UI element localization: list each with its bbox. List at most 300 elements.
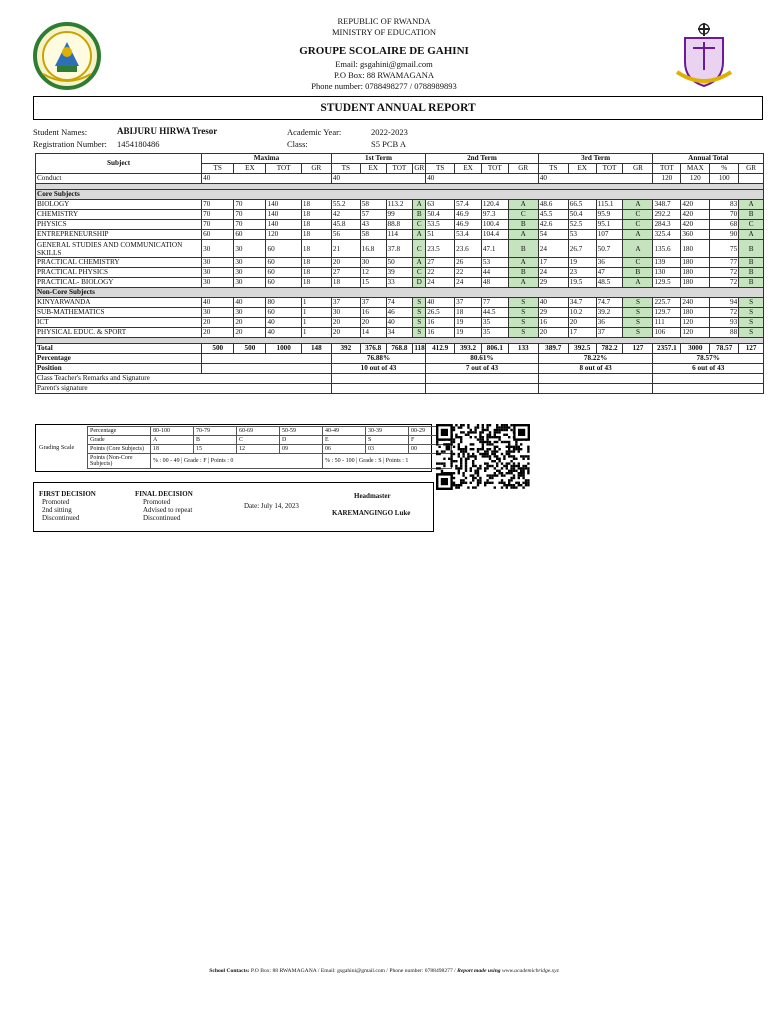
col-tot: TOT xyxy=(386,164,413,174)
score-cell: 23 xyxy=(568,268,596,278)
qr-module xyxy=(498,482,500,484)
qr-module xyxy=(482,453,484,455)
grade-cell: S xyxy=(623,298,653,308)
qr-module xyxy=(510,486,512,488)
qr-module xyxy=(508,479,510,481)
qr-module xyxy=(527,484,529,486)
total-cell: 806.1 xyxy=(481,344,508,354)
col-tot: TOT xyxy=(596,164,623,174)
qr-module xyxy=(486,429,488,431)
qr-module xyxy=(486,434,488,436)
score-cell: 30 xyxy=(202,268,234,278)
total-cell: 127 xyxy=(739,344,764,354)
score-cell: 180 xyxy=(681,268,710,278)
qr-module xyxy=(436,467,438,469)
position-annual: 6 out of 43 xyxy=(653,364,764,374)
grade-cell: A xyxy=(508,230,538,240)
total-cell: 3000 xyxy=(681,344,710,354)
score-cell: 34.7 xyxy=(568,298,596,308)
qr-module xyxy=(489,465,491,467)
score-cell: 39 xyxy=(386,268,413,278)
grade-cell: S xyxy=(413,308,426,318)
qr-module xyxy=(520,484,522,486)
score-cell: 26 xyxy=(455,258,482,268)
class-label: Class: xyxy=(287,139,308,149)
qr-module xyxy=(453,429,455,431)
qr-module xyxy=(474,458,476,460)
score-cell: 24 xyxy=(538,268,568,278)
score-cell: 50.7 xyxy=(596,240,623,258)
qr-module xyxy=(520,467,522,469)
qr-module xyxy=(513,448,515,450)
qr-module xyxy=(453,446,455,448)
score-cell: 20 xyxy=(360,318,386,328)
score-cell: 30 xyxy=(202,308,234,318)
score-cell: 37 xyxy=(331,298,360,308)
qr-module xyxy=(448,458,450,460)
qr-module xyxy=(513,465,515,467)
score-cell: 50.4 xyxy=(568,210,596,220)
qr-module xyxy=(494,486,496,488)
score-cell: 52.5 xyxy=(568,220,596,230)
headmaster-name: KAREMANGINGO Luke xyxy=(332,509,411,517)
score-cell: 83 xyxy=(710,200,739,210)
score-cell: 70 xyxy=(234,220,266,230)
score-cell: 20 xyxy=(568,318,596,328)
footer-site-link[interactable]: www.academicbridge.xyz xyxy=(500,968,559,974)
score-cell: 56 xyxy=(331,230,360,240)
score-cell: 18 xyxy=(331,278,360,288)
score-cell: 16 xyxy=(426,318,455,328)
qr-module xyxy=(513,467,515,469)
score-cell: 60 xyxy=(266,308,301,318)
qr-module xyxy=(501,479,503,481)
qr-module xyxy=(462,474,464,476)
score-cell: 46 xyxy=(386,308,413,318)
score-cell: 140 xyxy=(266,210,301,220)
qr-module xyxy=(489,434,491,436)
score-cell: 54 xyxy=(538,230,568,240)
grade-cell: A xyxy=(413,200,426,210)
total-row-group xyxy=(36,344,764,354)
noncore-section-label: Non-Core Subjects xyxy=(36,288,764,298)
grade-cell: S xyxy=(739,328,764,338)
score-cell: 90 xyxy=(710,230,739,240)
score-cell: 80 xyxy=(266,298,301,308)
qr-module xyxy=(448,443,450,445)
grading-percentage-label: Percentage xyxy=(88,427,151,436)
score-cell: 45.8 xyxy=(331,220,360,230)
score-cell: 37 xyxy=(596,328,623,338)
score-cell: 95.9 xyxy=(596,210,623,220)
qr-module xyxy=(472,479,474,481)
qr-module xyxy=(513,477,515,479)
qr-module xyxy=(489,477,491,479)
qr-module xyxy=(441,470,443,472)
qr-module xyxy=(482,441,484,443)
qr-module xyxy=(494,448,496,450)
score-cell: 420 xyxy=(681,210,710,220)
score-cell: 26.7 xyxy=(568,240,596,258)
qr-module xyxy=(506,462,508,464)
qr-module xyxy=(489,482,491,484)
conduct-annual-tot: 120 xyxy=(653,174,681,184)
qr-module xyxy=(522,470,524,472)
qr-module xyxy=(510,479,512,481)
qr-module xyxy=(484,450,486,452)
qr-module xyxy=(462,424,464,426)
total-cell: 376.8 xyxy=(360,344,386,354)
qr-module xyxy=(506,453,508,455)
qr-module xyxy=(501,441,503,443)
score-cell: 139 xyxy=(653,258,681,268)
score-cell: 75 xyxy=(710,240,739,258)
term3-header: 3rd Term xyxy=(538,154,653,164)
subject-row xyxy=(36,220,764,230)
score-cell: 72 xyxy=(710,268,739,278)
qr-module xyxy=(489,455,491,457)
qr-module xyxy=(498,426,500,428)
qr-module xyxy=(518,462,520,464)
qr-module xyxy=(486,438,488,440)
score-cell: 100.4 xyxy=(481,220,508,230)
qr-module xyxy=(443,465,445,467)
qr-module xyxy=(450,462,452,464)
qr-module xyxy=(494,441,496,443)
qr-module xyxy=(510,429,512,431)
qr-module xyxy=(501,426,503,428)
col-gr: GR xyxy=(623,164,653,174)
qr-module xyxy=(525,467,527,469)
qr-module xyxy=(479,467,481,469)
qr-module xyxy=(506,434,508,436)
qr-module xyxy=(506,465,508,467)
grading-points: 09 xyxy=(280,445,323,454)
score-cell: 120 xyxy=(681,318,710,328)
qr-module xyxy=(472,431,474,433)
col-ex: EX xyxy=(455,164,482,174)
grade-cell: 1 xyxy=(301,318,331,328)
qr-module xyxy=(486,455,488,457)
qr-module xyxy=(436,443,438,445)
score-cell: 30 xyxy=(331,308,360,318)
qr-module xyxy=(525,484,527,486)
qr-module xyxy=(503,424,505,426)
qr-module xyxy=(472,455,474,457)
qr-module xyxy=(498,448,500,450)
qr-module xyxy=(470,429,472,431)
score-cell: 40 xyxy=(426,298,455,308)
grading-grade: F xyxy=(409,436,452,445)
qr-module xyxy=(453,453,455,455)
qr-module xyxy=(453,460,455,462)
qr-module xyxy=(486,448,488,450)
qr-module xyxy=(518,484,520,486)
qr-module xyxy=(518,465,520,467)
qr-module xyxy=(438,453,440,455)
core-section-label: Core Subjects xyxy=(36,190,764,200)
qr-module xyxy=(438,467,440,469)
qr-module xyxy=(522,467,524,469)
qr-module xyxy=(458,484,460,486)
grading-noncore-pass: % : 50 - 100 | Grade : S | Points : 1 xyxy=(323,454,452,469)
qr-module xyxy=(489,431,491,433)
qr-module xyxy=(458,467,460,469)
qr-module xyxy=(465,450,467,452)
score-cell: 74 xyxy=(386,298,413,308)
grading-range: 00-29 xyxy=(409,427,452,436)
subject-name: PRACTICAL PHYSICS xyxy=(36,268,202,278)
qr-module xyxy=(496,441,498,443)
grade-cell: C xyxy=(508,210,538,220)
registration-label: Registration Number: xyxy=(33,139,107,149)
score-cell: 29 xyxy=(538,308,568,318)
grading-points: 03 xyxy=(366,445,409,454)
grading-grade: E xyxy=(323,436,366,445)
score-cell: 19.5 xyxy=(568,278,596,288)
score-cell: 70 xyxy=(202,220,234,230)
grade-cell: S xyxy=(739,298,764,308)
grade-cell: D xyxy=(413,278,426,288)
qr-module xyxy=(467,453,469,455)
col-annual-pct: % xyxy=(710,164,739,174)
qr-module xyxy=(453,441,455,443)
score-cell: 111 xyxy=(653,318,681,328)
score-cell: 60 xyxy=(266,278,301,288)
qr-module xyxy=(460,479,462,481)
qr-module xyxy=(460,465,462,467)
qr-module xyxy=(522,482,524,484)
qr-module xyxy=(506,424,508,426)
qr-module xyxy=(498,436,500,438)
verification-qr-code xyxy=(436,424,530,490)
qr-module xyxy=(506,467,508,469)
qr-module xyxy=(513,470,515,472)
score-cell: 20 xyxy=(234,318,266,328)
qr-module xyxy=(441,478,448,485)
qr-module xyxy=(494,472,496,474)
qr-module xyxy=(443,450,445,452)
qr-module xyxy=(508,441,510,443)
qr-module xyxy=(503,434,505,436)
qr-module xyxy=(479,434,481,436)
grade-cell: S xyxy=(623,328,653,338)
qr-module xyxy=(503,484,505,486)
total-cell: 500 xyxy=(202,344,234,354)
qr-module xyxy=(513,486,515,488)
student-names: ABIJURU HIRWA Tresor xyxy=(117,126,218,136)
qr-module xyxy=(508,443,510,445)
qr-module xyxy=(467,424,469,426)
qr-module xyxy=(472,465,474,467)
qr-module xyxy=(479,479,481,481)
qr-module xyxy=(515,482,517,484)
qr-module xyxy=(453,426,455,428)
school-pobox: P.O Box: 88 RWAMAGANA xyxy=(333,70,435,80)
qr-module xyxy=(494,450,496,452)
grade-cell: C xyxy=(739,220,764,230)
qr-module xyxy=(482,446,484,448)
grade-cell: B xyxy=(739,278,764,288)
score-cell: 44.5 xyxy=(481,308,508,318)
qr-module xyxy=(482,436,484,438)
col-ex: EX xyxy=(568,164,596,174)
qr-module xyxy=(482,426,484,428)
conduct-term2: 40 xyxy=(426,174,539,184)
qr-module xyxy=(518,474,520,476)
score-cell: 99 xyxy=(386,210,413,220)
qr-module xyxy=(462,472,464,474)
qr-module xyxy=(482,431,484,433)
qr-module xyxy=(436,441,438,443)
qr-module xyxy=(474,465,476,467)
qr-module xyxy=(441,429,448,436)
qr-module xyxy=(486,436,488,438)
score-cell: 180 xyxy=(681,308,710,318)
qr-module xyxy=(510,467,512,469)
qr-module xyxy=(479,448,481,450)
score-cell: 95.1 xyxy=(596,220,623,230)
qr-module xyxy=(498,460,500,462)
col-ts: TS xyxy=(426,164,455,174)
total-cell: 389.7 xyxy=(538,344,568,354)
qr-module xyxy=(510,424,512,426)
score-cell: 30 xyxy=(234,308,266,318)
grading-scale-label: Grading Scale xyxy=(39,444,75,451)
qr-module xyxy=(460,441,462,443)
qr-module xyxy=(518,467,520,469)
qr-module xyxy=(522,458,524,460)
qr-module xyxy=(510,484,512,486)
qr-module xyxy=(496,431,498,433)
score-cell: 180 xyxy=(681,258,710,268)
grade-cell: B xyxy=(739,240,764,258)
qr-module xyxy=(472,448,474,450)
grade-cell: B xyxy=(508,220,538,230)
percentage-term1: 76.88% xyxy=(331,354,425,364)
qr-module xyxy=(501,424,503,426)
qr-module xyxy=(438,462,440,464)
col-gr: GR xyxy=(414,164,425,173)
grade-cell: 1 xyxy=(301,298,331,308)
qr-module xyxy=(527,458,529,460)
score-cell: 140 xyxy=(266,220,301,230)
qr-module xyxy=(474,455,476,457)
qr-module xyxy=(527,482,529,484)
qr-module xyxy=(515,441,517,443)
qr-module xyxy=(501,472,503,474)
qr-module xyxy=(508,450,510,452)
subject-name: BIOLOGY xyxy=(36,200,202,210)
qr-module xyxy=(470,436,472,438)
score-cell: 30 xyxy=(202,240,234,258)
qr-module xyxy=(462,479,464,481)
score-cell: 70 xyxy=(234,210,266,220)
grade-cell: S xyxy=(739,308,764,318)
qr-module xyxy=(508,462,510,464)
grading-range: 50-59 xyxy=(280,427,323,436)
qr-module xyxy=(506,426,508,428)
subject-row xyxy=(36,230,764,240)
qr-module xyxy=(506,446,508,448)
qr-module xyxy=(446,448,448,450)
remarks-label: Class Teacher's Remarks and Signature xyxy=(36,374,332,384)
qr-module xyxy=(501,462,503,464)
qr-module xyxy=(491,436,493,438)
qr-module xyxy=(460,482,462,484)
score-cell: 47.1 xyxy=(481,240,508,258)
grade-cell: S xyxy=(508,298,538,308)
qr-module xyxy=(450,443,452,445)
grade-cell: C xyxy=(623,210,653,220)
qr-module xyxy=(477,470,479,472)
score-cell: 104.4 xyxy=(481,230,508,240)
score-cell: 70 xyxy=(202,210,234,220)
qr-module xyxy=(474,429,476,431)
score-cell: 114 xyxy=(386,230,413,240)
score-cell: 88.8 xyxy=(386,220,413,230)
qr-module xyxy=(494,455,496,457)
grading-grade: D xyxy=(280,436,323,445)
grade-cell: A xyxy=(413,230,426,240)
qr-module xyxy=(460,467,462,469)
qr-module xyxy=(470,443,472,445)
qr-module xyxy=(506,472,508,474)
score-cell: 16.8 xyxy=(360,240,386,258)
qr-module xyxy=(486,467,488,469)
score-cell: 348.7 xyxy=(653,200,681,210)
qr-module xyxy=(460,450,462,452)
score-cell: 15 xyxy=(360,278,386,288)
score-cell: 66.5 xyxy=(568,200,596,210)
qr-module xyxy=(522,465,524,467)
score-cell: 60 xyxy=(266,268,301,278)
score-cell: 88 xyxy=(710,328,739,338)
qr-module xyxy=(527,479,529,481)
qr-module xyxy=(486,453,488,455)
qr-module xyxy=(484,462,486,464)
qr-module xyxy=(496,424,498,426)
qr-module xyxy=(510,465,512,467)
score-cell: 45.5 xyxy=(538,210,568,220)
qr-module xyxy=(503,455,505,457)
score-cell: 33 xyxy=(386,278,413,288)
grade-cell: A xyxy=(508,278,538,288)
grading-points: 12 xyxy=(237,445,280,454)
qr-module xyxy=(477,474,479,476)
qr-module xyxy=(486,424,488,426)
grade-cell: S xyxy=(508,328,538,338)
subject-row xyxy=(36,278,764,288)
qr-module xyxy=(479,453,481,455)
score-cell: 135.6 xyxy=(653,240,681,258)
score-cell: 23.6 xyxy=(455,240,482,258)
qr-module xyxy=(525,479,527,481)
conduct-max: 40 xyxy=(202,174,332,184)
qr-module xyxy=(498,458,500,460)
conduct-annual-pct: 100 xyxy=(710,174,739,184)
grade-cell: A xyxy=(413,258,426,268)
score-cell: 37 xyxy=(360,298,386,308)
qr-module xyxy=(477,424,479,426)
noncore-subjects xyxy=(36,298,764,338)
score-cell: 20 xyxy=(331,258,360,268)
qr-module xyxy=(513,462,515,464)
qr-module xyxy=(489,441,491,443)
first-decision-item: Promoted xyxy=(42,498,70,506)
qr-module xyxy=(458,455,460,457)
qr-module xyxy=(503,482,505,484)
